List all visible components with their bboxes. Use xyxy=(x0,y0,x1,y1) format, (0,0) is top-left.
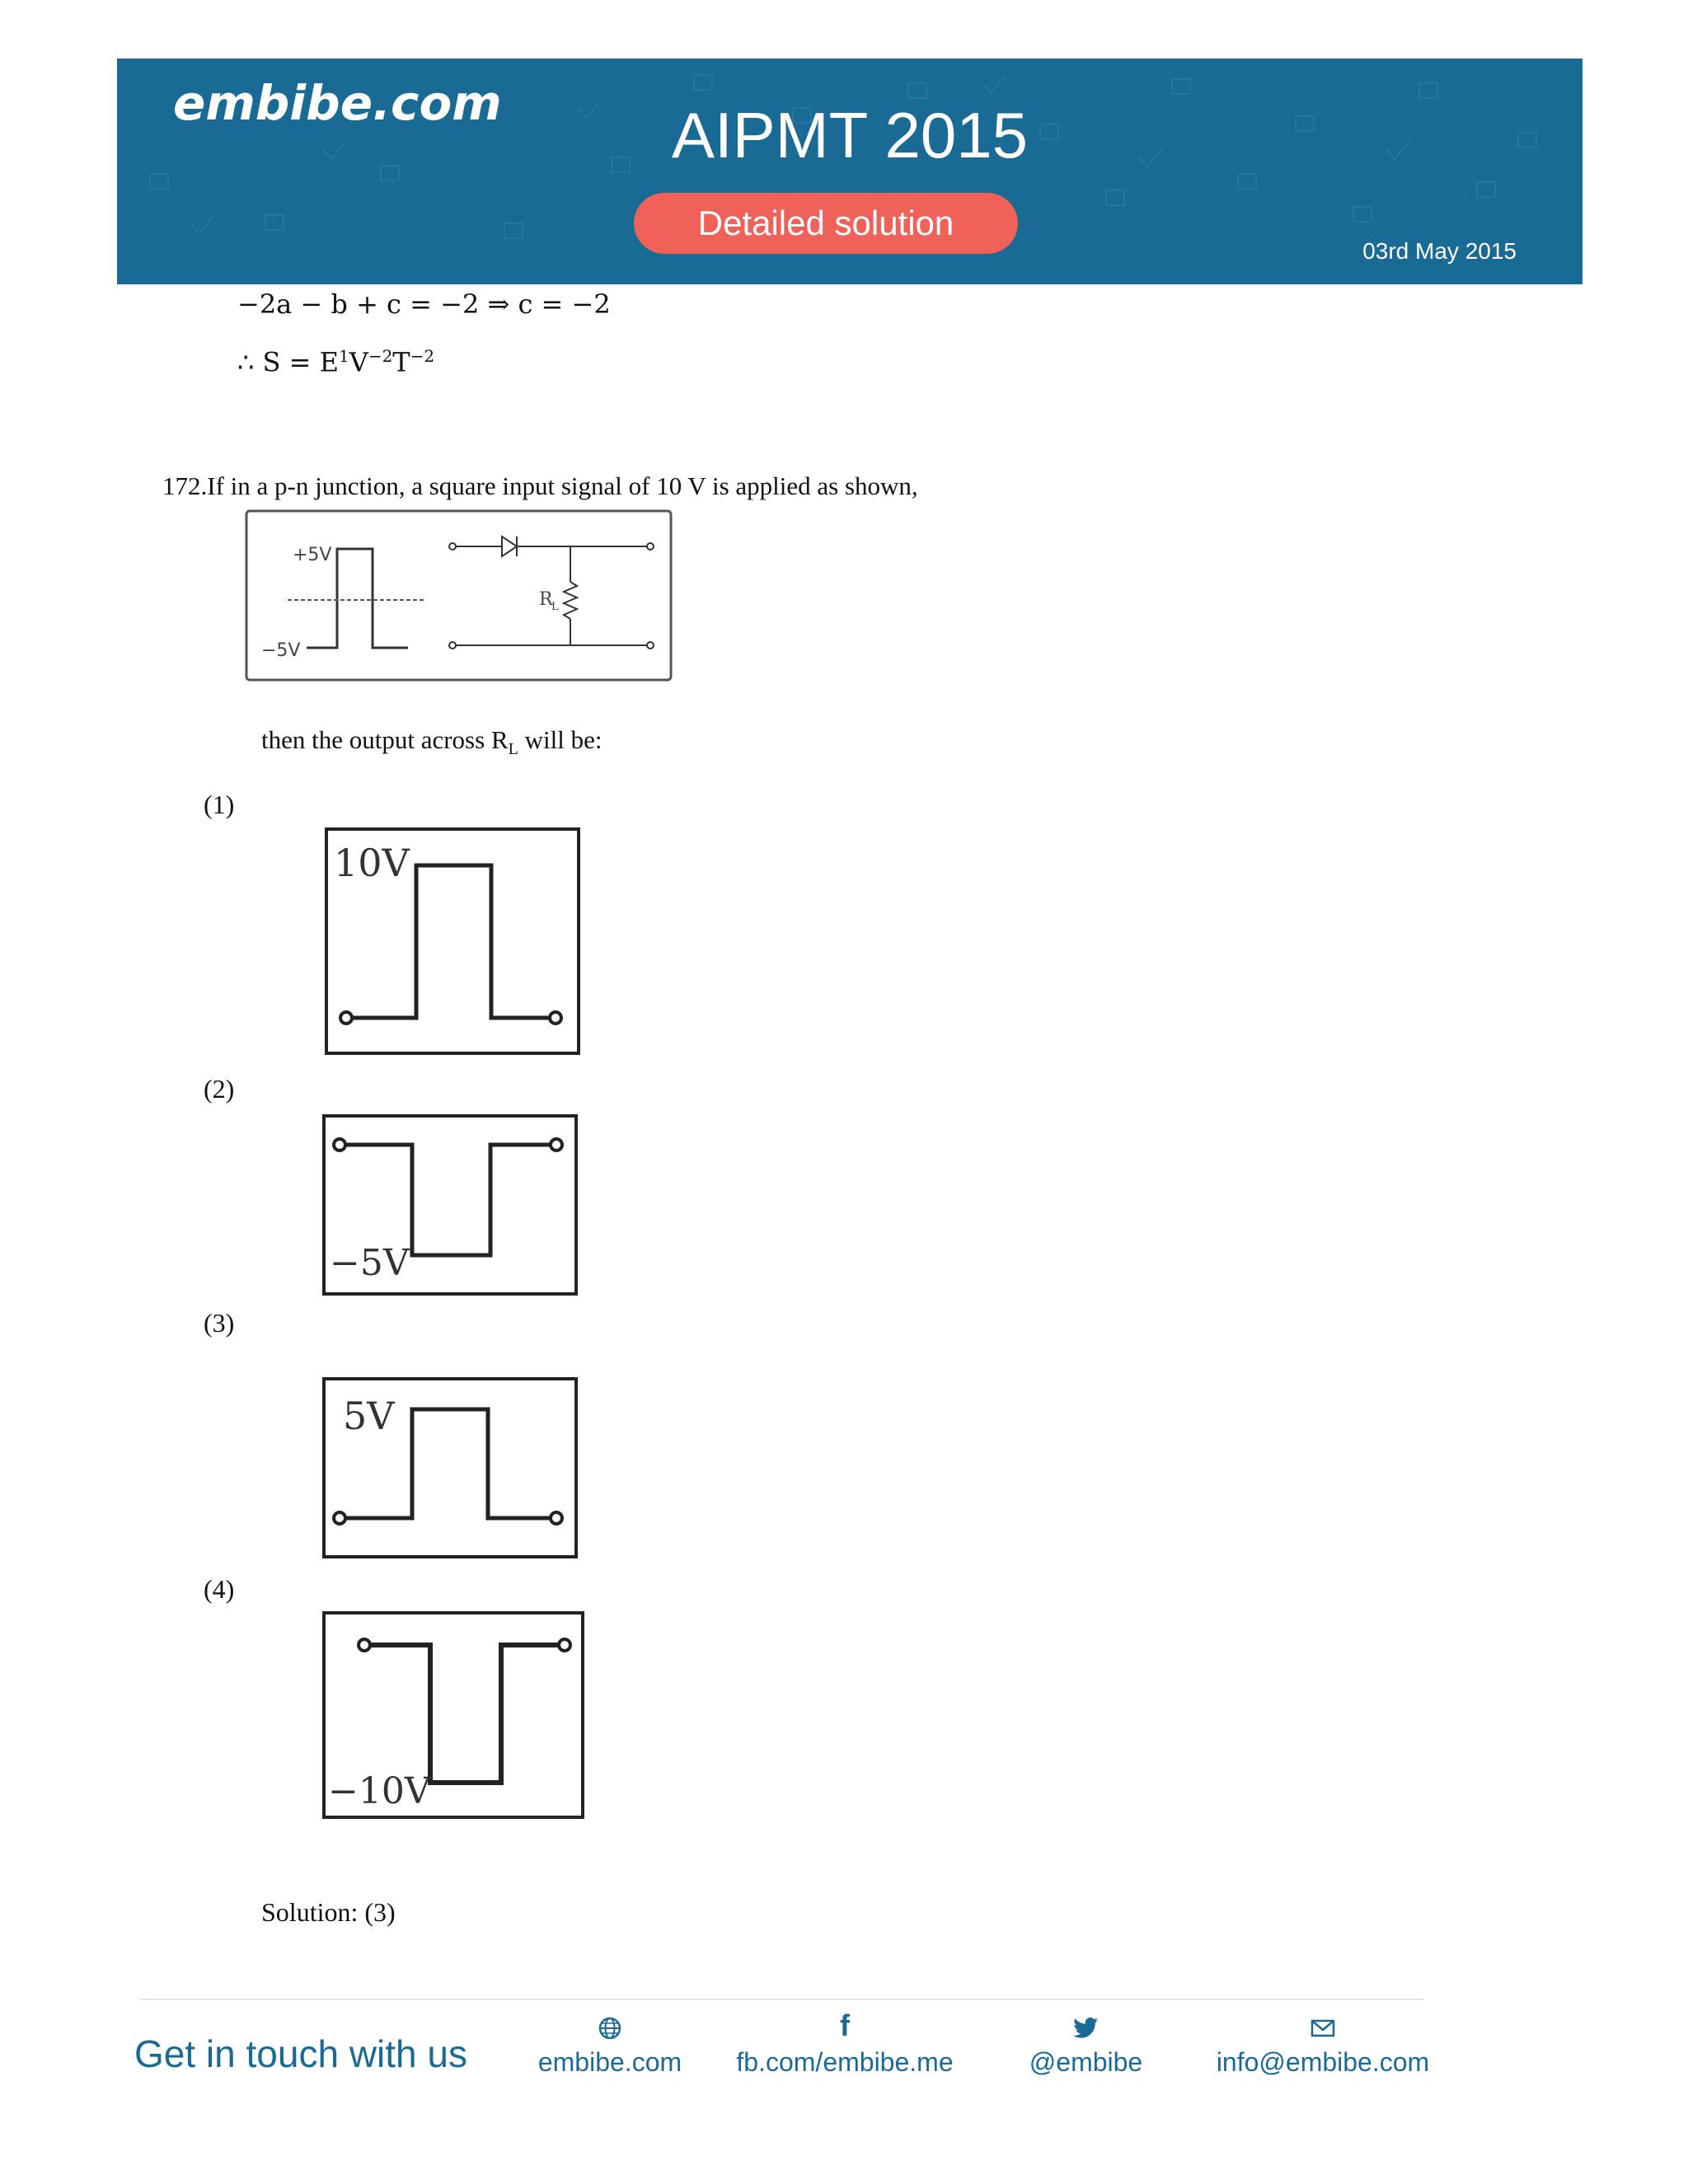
footer-divider xyxy=(140,1999,1424,2000)
mail-icon xyxy=(1203,2008,1442,2044)
eq2-prefix: ∴ S = E xyxy=(237,346,339,378)
facebook-icon: f xyxy=(840,2008,850,2042)
circuit-diagram xyxy=(245,509,673,682)
facebook-link[interactable]: fb.com/embibe.me xyxy=(736,2047,954,2077)
followup-sub: L xyxy=(508,740,518,759)
equation-line-1: −2a − b + c = −2 ⇒ c = −2 xyxy=(237,288,611,320)
equation-line-2 xyxy=(237,346,434,378)
option-2-figure xyxy=(321,1113,579,1296)
eq2-v: V xyxy=(349,346,368,378)
followup-prefix: then the output across R xyxy=(261,725,509,754)
option-2-voltage: −5V xyxy=(330,1242,410,1284)
option-4-label: (4) xyxy=(204,1574,235,1604)
detailed-solution-badge: Detailed solution xyxy=(634,193,1018,254)
globe-icon xyxy=(528,2008,692,2044)
question-number: 172. xyxy=(162,471,208,500)
embibe-logo: embibe.com xyxy=(173,75,502,131)
option-3-figure xyxy=(321,1376,579,1559)
option-3-label: (3) xyxy=(204,1308,235,1338)
option-4-voltage: −10V xyxy=(328,1770,431,1812)
label-minus-5v: −5V xyxy=(261,640,301,661)
option-2-label: (2) xyxy=(204,1074,235,1104)
question-text xyxy=(162,471,918,501)
footer-website[interactable] xyxy=(528,2008,692,2078)
website-link[interactable]: embibe.com xyxy=(537,2047,682,2077)
footer-facebook[interactable] xyxy=(725,2008,964,2078)
label-plus-5v: +5V xyxy=(293,545,332,565)
option-1-figure xyxy=(324,827,581,1056)
followup-suffix: will be: xyxy=(518,725,603,754)
solution-text: Solution: (3) xyxy=(261,1897,396,1927)
resistor-label-sub: L xyxy=(551,601,559,613)
twitter-link[interactable]: @embibe xyxy=(1029,2047,1143,2077)
footer-title: Get in touch with us xyxy=(134,2032,467,2075)
twitter-icon xyxy=(1014,2008,1158,2044)
option-4-figure xyxy=(321,1610,585,1820)
footer-twitter[interactable] xyxy=(1014,2008,1158,2078)
option-1-label: (1) xyxy=(204,790,235,819)
eq2-exp-v: −2 xyxy=(368,346,393,366)
question-followup xyxy=(261,725,602,759)
header-banner xyxy=(117,59,1582,284)
exam-title: AIPMT 2015 xyxy=(671,99,1029,171)
option-3-voltage: 5V xyxy=(343,1394,395,1438)
footer-email[interactable] xyxy=(1203,2008,1442,2078)
email-link[interactable]: info@embibe.com xyxy=(1216,2047,1430,2077)
eq2-exp-e: 1 xyxy=(338,346,349,366)
option-1-voltage: 10V xyxy=(334,841,410,885)
resistor-label: R xyxy=(539,589,553,610)
eq2-t: T xyxy=(392,346,410,378)
eq2-exp-t: −2 xyxy=(410,346,435,366)
exam-date: 03rd May 2015 xyxy=(1362,238,1517,264)
question-body: If in a p-n junction, a square input signal of 10 V is applied as shown, xyxy=(207,471,918,500)
